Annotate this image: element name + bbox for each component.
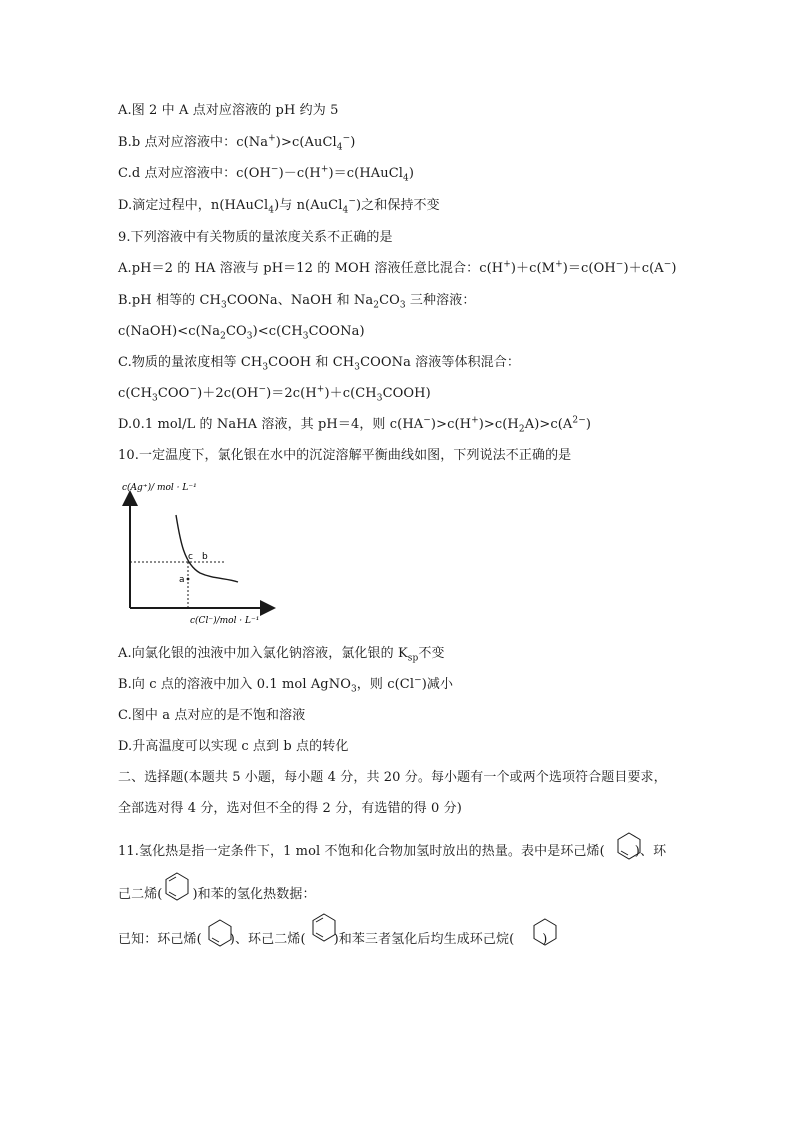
text: D.滴定过程中，n(HAuCl [118,198,269,213]
sup: + [503,259,511,270]
sub: 3 [152,393,158,404]
sub: 3 [262,362,269,373]
text: )＋2c(OH [197,386,259,401]
text: )、环 [634,844,667,859]
sup: − [342,133,351,144]
sub: 4 [336,142,343,153]
section2-intro-line2: 全部选对得 4 分，选对但不全的得 2 分，有选错的得 0 分) [118,801,462,816]
q9-option-b-line2 [118,322,365,342]
q9-option-c-line2 [118,384,431,404]
text: C.物质的量浓度相等 CH [118,355,263,370]
cyclohexene-icon [615,831,643,861]
section2-intro-line1: 二、选择题(本题共 5 小题，每小题 4 分，共 20 分。每小题有一个或两个选项符合题目要求， [118,770,667,785]
sup: − [270,164,279,175]
text: B.b 点对应溶液中：c(Na [118,135,269,150]
q10-stem: 10.一定温度下，氯化银在水中的沉淀溶解平衡曲线如图，下列说法不正确的是 [118,448,572,463]
text: )、环己二烯( [229,932,306,947]
text: COONa) [308,324,365,339]
sup: − [663,259,672,270]
point-b-label: b [202,552,208,562]
text: COONa 溶液等体积混合： [360,355,520,370]
q10-option-d: D.升高温度可以实现 c 点到 b 点的转化 [118,739,349,754]
sub: sp [407,653,419,664]
text: c(NaOH)<c(Na [118,324,221,339]
sup: + [320,164,329,175]
q8-option-c [118,164,414,184]
text: )＝2c(H [266,386,317,401]
text: COOH 和 CH [268,355,355,370]
sup: − [189,384,198,395]
q9-option-d [118,415,591,435]
equilibrium-curve [176,515,238,582]
text: )和苯的氢化热数据： [192,887,316,902]
text: 11.氢化热是指一定条件下，1 mol 不饱和化合物加氢时放出的热量。表中是环己烯( [118,844,605,859]
sub: 3 [246,331,253,342]
text: )>c(AuCl [275,135,337,150]
q8-option-b [118,133,355,153]
text: )＋c(A [623,261,664,276]
text: COO [157,386,190,401]
q8-option-a [118,101,338,121]
point-a-label: a [179,575,185,585]
sub: 2 [220,331,226,342]
sub: 3 [302,331,309,342]
text: ) [350,135,356,150]
sub: 4 [268,205,275,216]
text: COONa、NaOH 和 Na [226,293,374,308]
q8-option-d [118,196,440,216]
text: B.向 c 点的溶液中加入 0.1 mol AgNO [118,677,351,692]
cyclohexadiene-icon [163,871,191,903]
sup: 2− [572,415,586,426]
sub: 4 [342,205,349,216]
text: )减小 [421,677,454,692]
text: 己二烯( [118,887,163,902]
q10-option-a [118,644,445,664]
text: A.向氯化银的浊液中加入氯化钠溶液，氯化银的 K [118,646,408,661]
sub: 2 [518,424,525,435]
y-axis-label: c(Ag⁺)/ mol · L⁻¹ [122,483,197,493]
text: ，则 c(Cl [356,677,415,692]
text: CO [379,293,400,308]
sup: − [615,259,624,270]
q10-option-c: C.图中 a 点对应的是不饱和溶液 [118,708,306,723]
text: ) [585,417,592,432]
sup: − [258,384,267,395]
sub: 4 [403,173,409,184]
sup: + [555,259,563,270]
text: )＋c(M [510,261,556,276]
sup: − [423,415,431,426]
text: )＋c(CH [324,386,377,401]
text: )>c(H [430,417,472,432]
cyclohexene-icon [206,918,234,948]
sup: + [471,415,479,426]
sub: 3 [354,362,361,373]
q8-option-a-text: A.图 2 中 A 点对应溶液的 pH 约为 5 [118,103,339,118]
text: A)>c(A [524,417,573,432]
q9-option-b-line1 [118,291,475,311]
text: 不变 [418,646,445,661]
cyclohexane-icon [531,917,559,947]
sup: − [414,675,422,686]
text: ) [408,166,415,181]
sub: 3 [399,300,406,311]
text: )与 n(AuCl [274,198,343,213]
x-axis-label: c(Cl⁻)/mol · L⁻¹ [190,616,260,626]
text: B.pH 相等的 CH [118,293,221,308]
text: A.pH＝2 的 HA 溶液与 pH＝12 的 MOH 溶液任意比混合：c(H [118,261,504,276]
text: ) [542,932,548,947]
text: )和苯三者氢化后均生成环己烷( [333,932,515,947]
text: 已知：环己烯( [118,932,202,947]
text: ) [671,261,677,276]
sub: 3 [376,393,383,404]
sup: − [348,196,356,207]
text: )<c(CH [252,324,303,339]
solubility-curve-graph [118,478,278,628]
sup: + [268,133,276,144]
q10-option-b [118,675,453,695]
q9-option-a [118,259,677,279]
text: )＝c(HAuCl [328,166,404,181]
text: )－c(H [278,166,321,181]
sub: 2 [373,300,380,311]
point-a-dot [187,578,190,581]
text: 三种溶液： [405,293,476,308]
text: D.0.1 mol/L 的 NaHA 溶液，其 pH＝4，则 c(HA [118,417,424,432]
cyclohexadiene-icon [310,912,338,944]
sup: + [316,384,325,395]
text: c(CH [118,386,153,401]
q11-line1 [118,842,666,862]
text: )之和保持不变 [355,198,440,213]
text: C.d 点对应溶液中：c(OH [118,166,271,181]
point-c-label: c [188,552,193,562]
q11-line2 [118,885,316,905]
sub: 3 [350,684,357,695]
q9-stem: 9.下列溶液中有关物质的量浓度关系不正确的是 [118,230,393,245]
text: )>c(H [478,417,519,432]
q9-option-c-line1 [118,353,520,373]
text: COOH) [382,386,431,401]
sub: 3 [221,300,227,311]
text: CO [225,324,247,339]
text: )＝c(OH [562,261,616,276]
